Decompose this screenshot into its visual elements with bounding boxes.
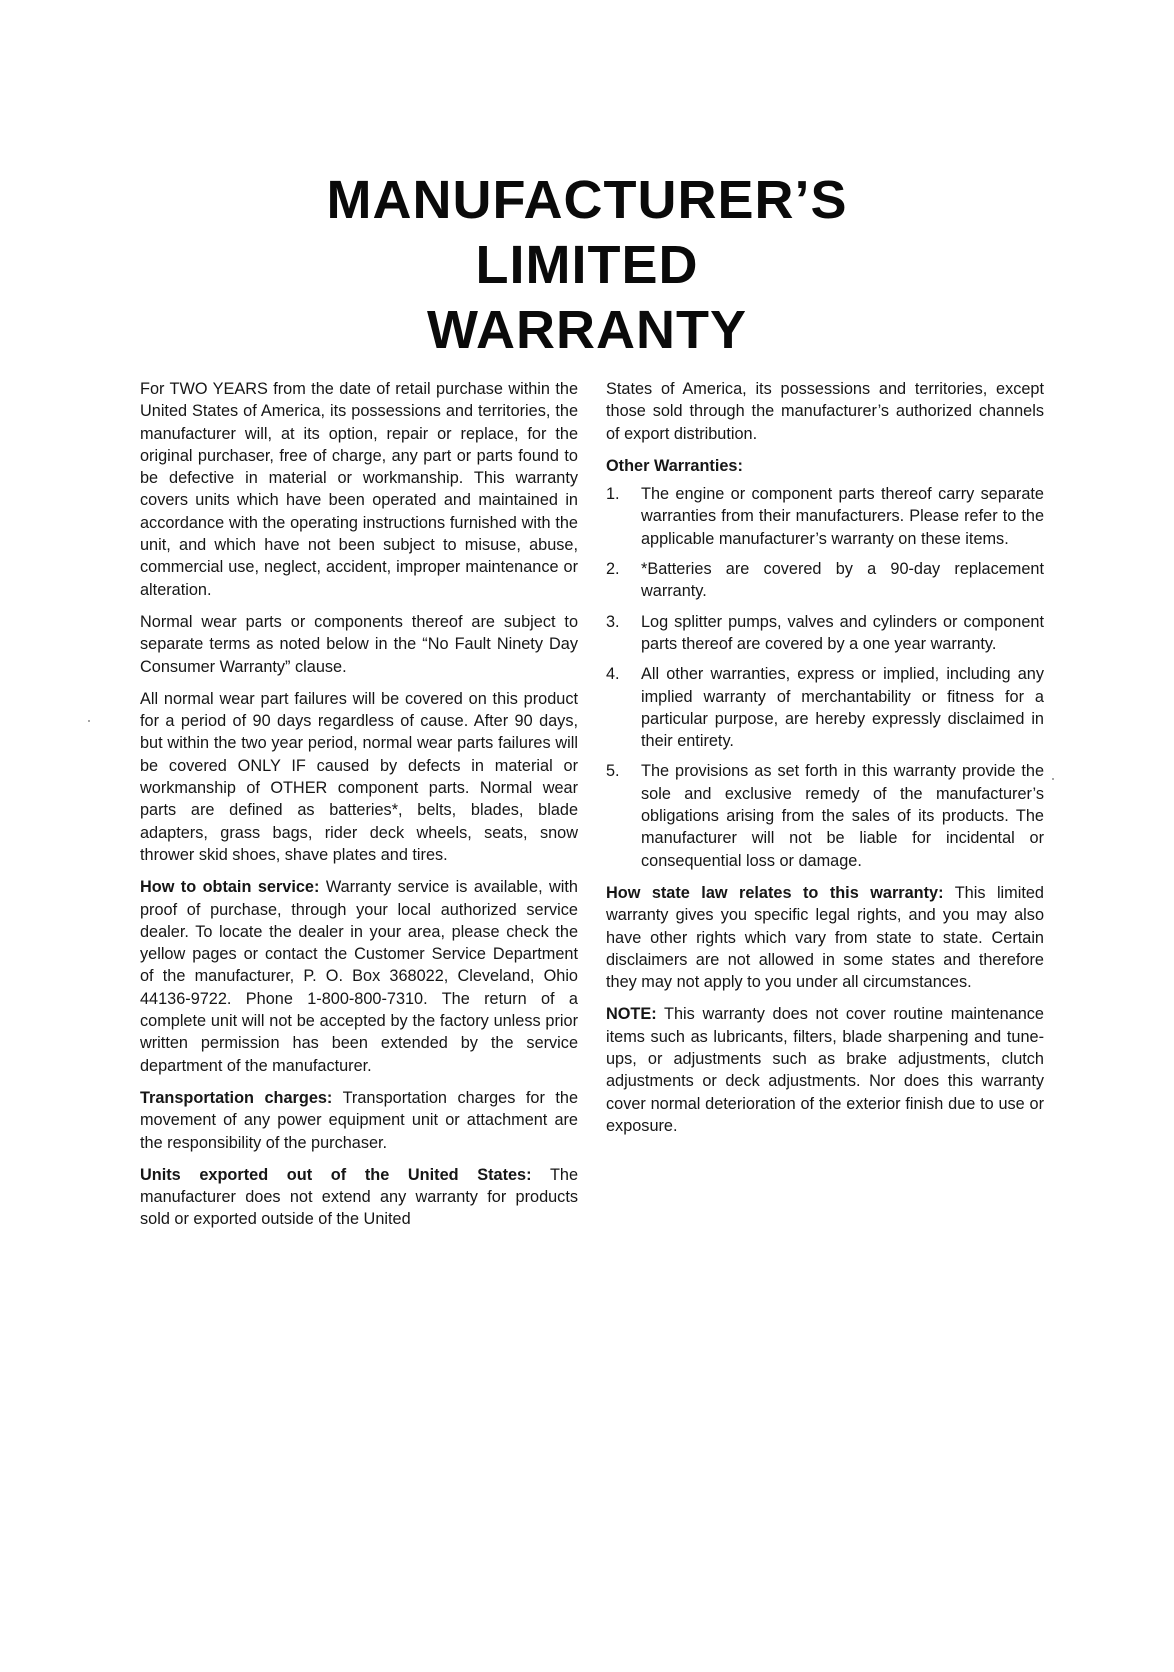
title-line-3: WARRANTY bbox=[427, 300, 747, 360]
service-section bbox=[140, 876, 578, 1077]
transport-section bbox=[140, 1087, 578, 1154]
state-law-section bbox=[606, 882, 1044, 993]
list-item bbox=[606, 760, 1044, 871]
list-item-number: 2. bbox=[606, 560, 620, 579]
note-section bbox=[606, 1003, 1044, 1137]
title-line-1: MANUFACTURER’S bbox=[326, 170, 848, 230]
note-heading: NOTE: bbox=[606, 1005, 657, 1024]
export-section bbox=[140, 1164, 578, 1231]
title-line-2: LIMITED bbox=[475, 235, 699, 295]
list-item-number: 1. bbox=[606, 485, 620, 504]
service-text: Warranty service is available, with proof of purchase, through your local authorized service dealer. To locate the dealer in your area, please check the yellow pages or contact the Customer Service Department of the manufacturer, P. O. Box 368022, Cleveland, Ohio 44136-9722. Phone 1-800-800-7310. The return of a complete unit will not be accepted by the factory unless prior written permission has been extended by the service department of the manufacturer. bbox=[140, 878, 578, 1075]
list-item-text: *Batteries are covered by a 90-day replacement warranty. bbox=[641, 560, 1044, 601]
list-item-number: 4. bbox=[606, 665, 620, 684]
coverage-paragraph: For TWO YEARS from the date of retail purchase within the United States of America, its possessions and territories, the manufacturer will, at its option, repair or replace, for the original purchaser, free of charge, any part or parts found to be defective in material or workmanship. This warranty covers units which have been operated and maintained in accordance with the operating instructions furnished with the unit, and which have not been subject to misuse, abuse, commercial use, neglect, accident, improper maintenance or alteration. bbox=[140, 380, 578, 599]
normal-wear-paragraph: Normal wear parts or components thereof are subject to separate terms as noted below in the “No Fault Ninety Day Consumer Warranty” clause. bbox=[140, 612, 578, 676]
export-continued: States of America, its possessions and territories, except those sold through the manufacturer’s authorized channels of export distribution. bbox=[606, 380, 1044, 443]
other-warranties-heading: Other Warranties: bbox=[606, 456, 743, 475]
scan-speck bbox=[1052, 778, 1054, 780]
list-item-text: Log splitter pumps, valves and cylinders or component parts thereof are covered by a one year warranty. bbox=[641, 612, 1044, 653]
transport-heading: Transportation charges: bbox=[140, 1088, 333, 1107]
list-item bbox=[606, 483, 1044, 550]
state-law-heading: How state law relates to this warranty: bbox=[606, 883, 944, 902]
right-column bbox=[606, 378, 1044, 1147]
list-item bbox=[606, 558, 1044, 603]
page-title bbox=[0, 168, 1174, 363]
list-item-text: The engine or component parts thereof carry separate warranties from their manufacturers. Please refer to the applicable manufacturer’s warranty on these items. bbox=[641, 485, 1044, 548]
other-warranties-list bbox=[606, 483, 1044, 872]
list-item-number: 3. bbox=[606, 612, 620, 631]
transport-text: Transportation charges for the movement of any power equipment unit or attachment are the responsibility of the purchaser. bbox=[140, 1088, 579, 1152]
note-text: This warranty does not cover routine maintenance items such as lubricants, filters, blade sharpening and tune-ups, or adjustments such as brake adjustments, clutch adjustments or deck adjustments. Nor does this warranty cover normal deterioration of the exterior finish due to use or exposure. bbox=[606, 1005, 1044, 1135]
service-heading: How to obtain service: bbox=[140, 878, 320, 897]
export-heading: Units exported out of the United States: bbox=[140, 1165, 532, 1184]
wear-failures-paragraph: All normal wear part failures will be covered on this product for a period of 90 days regardless of cause. After 90 days, but within the two year period, normal wear parts failures will be covered ONLY IF caused by defects in material or workmanship of OTHER component parts. Normal wear parts are defined as batteries*, belts, blades, blade adapters, grass bags, rider deck wheels, seats, snow thrower skid shoes, shave plates and tires. bbox=[140, 689, 578, 864]
list-item bbox=[606, 611, 1044, 656]
export-text: The manufacturer does not extend any warranty for products sold or exported outside of the United bbox=[140, 1165, 578, 1229]
left-column bbox=[140, 378, 578, 1241]
list-item-number: 5. bbox=[606, 762, 620, 781]
list-item-text: All other warranties, express or implied, including any implied warranty of merchantability or fitness for a particular purpose, are hereby expressly disclaimed in their entirety. bbox=[641, 665, 1044, 751]
list-item bbox=[606, 663, 1044, 752]
list-item-text: The provisions as set forth in this warranty provide the sole and exclusive remedy of the manufacturer’s obligations arising from the sales of its products. The manufacturer will not be liable for incidental or consequential loss or damage. bbox=[641, 762, 1044, 870]
state-law-text: This limited warranty gives you specific legal rights, and you may also have other rights which vary from state to state. Certain disclaimers are not allowed in some states and therefore they may not apply to you under all circumstances. bbox=[606, 883, 1044, 992]
scan-speck bbox=[88, 720, 90, 722]
